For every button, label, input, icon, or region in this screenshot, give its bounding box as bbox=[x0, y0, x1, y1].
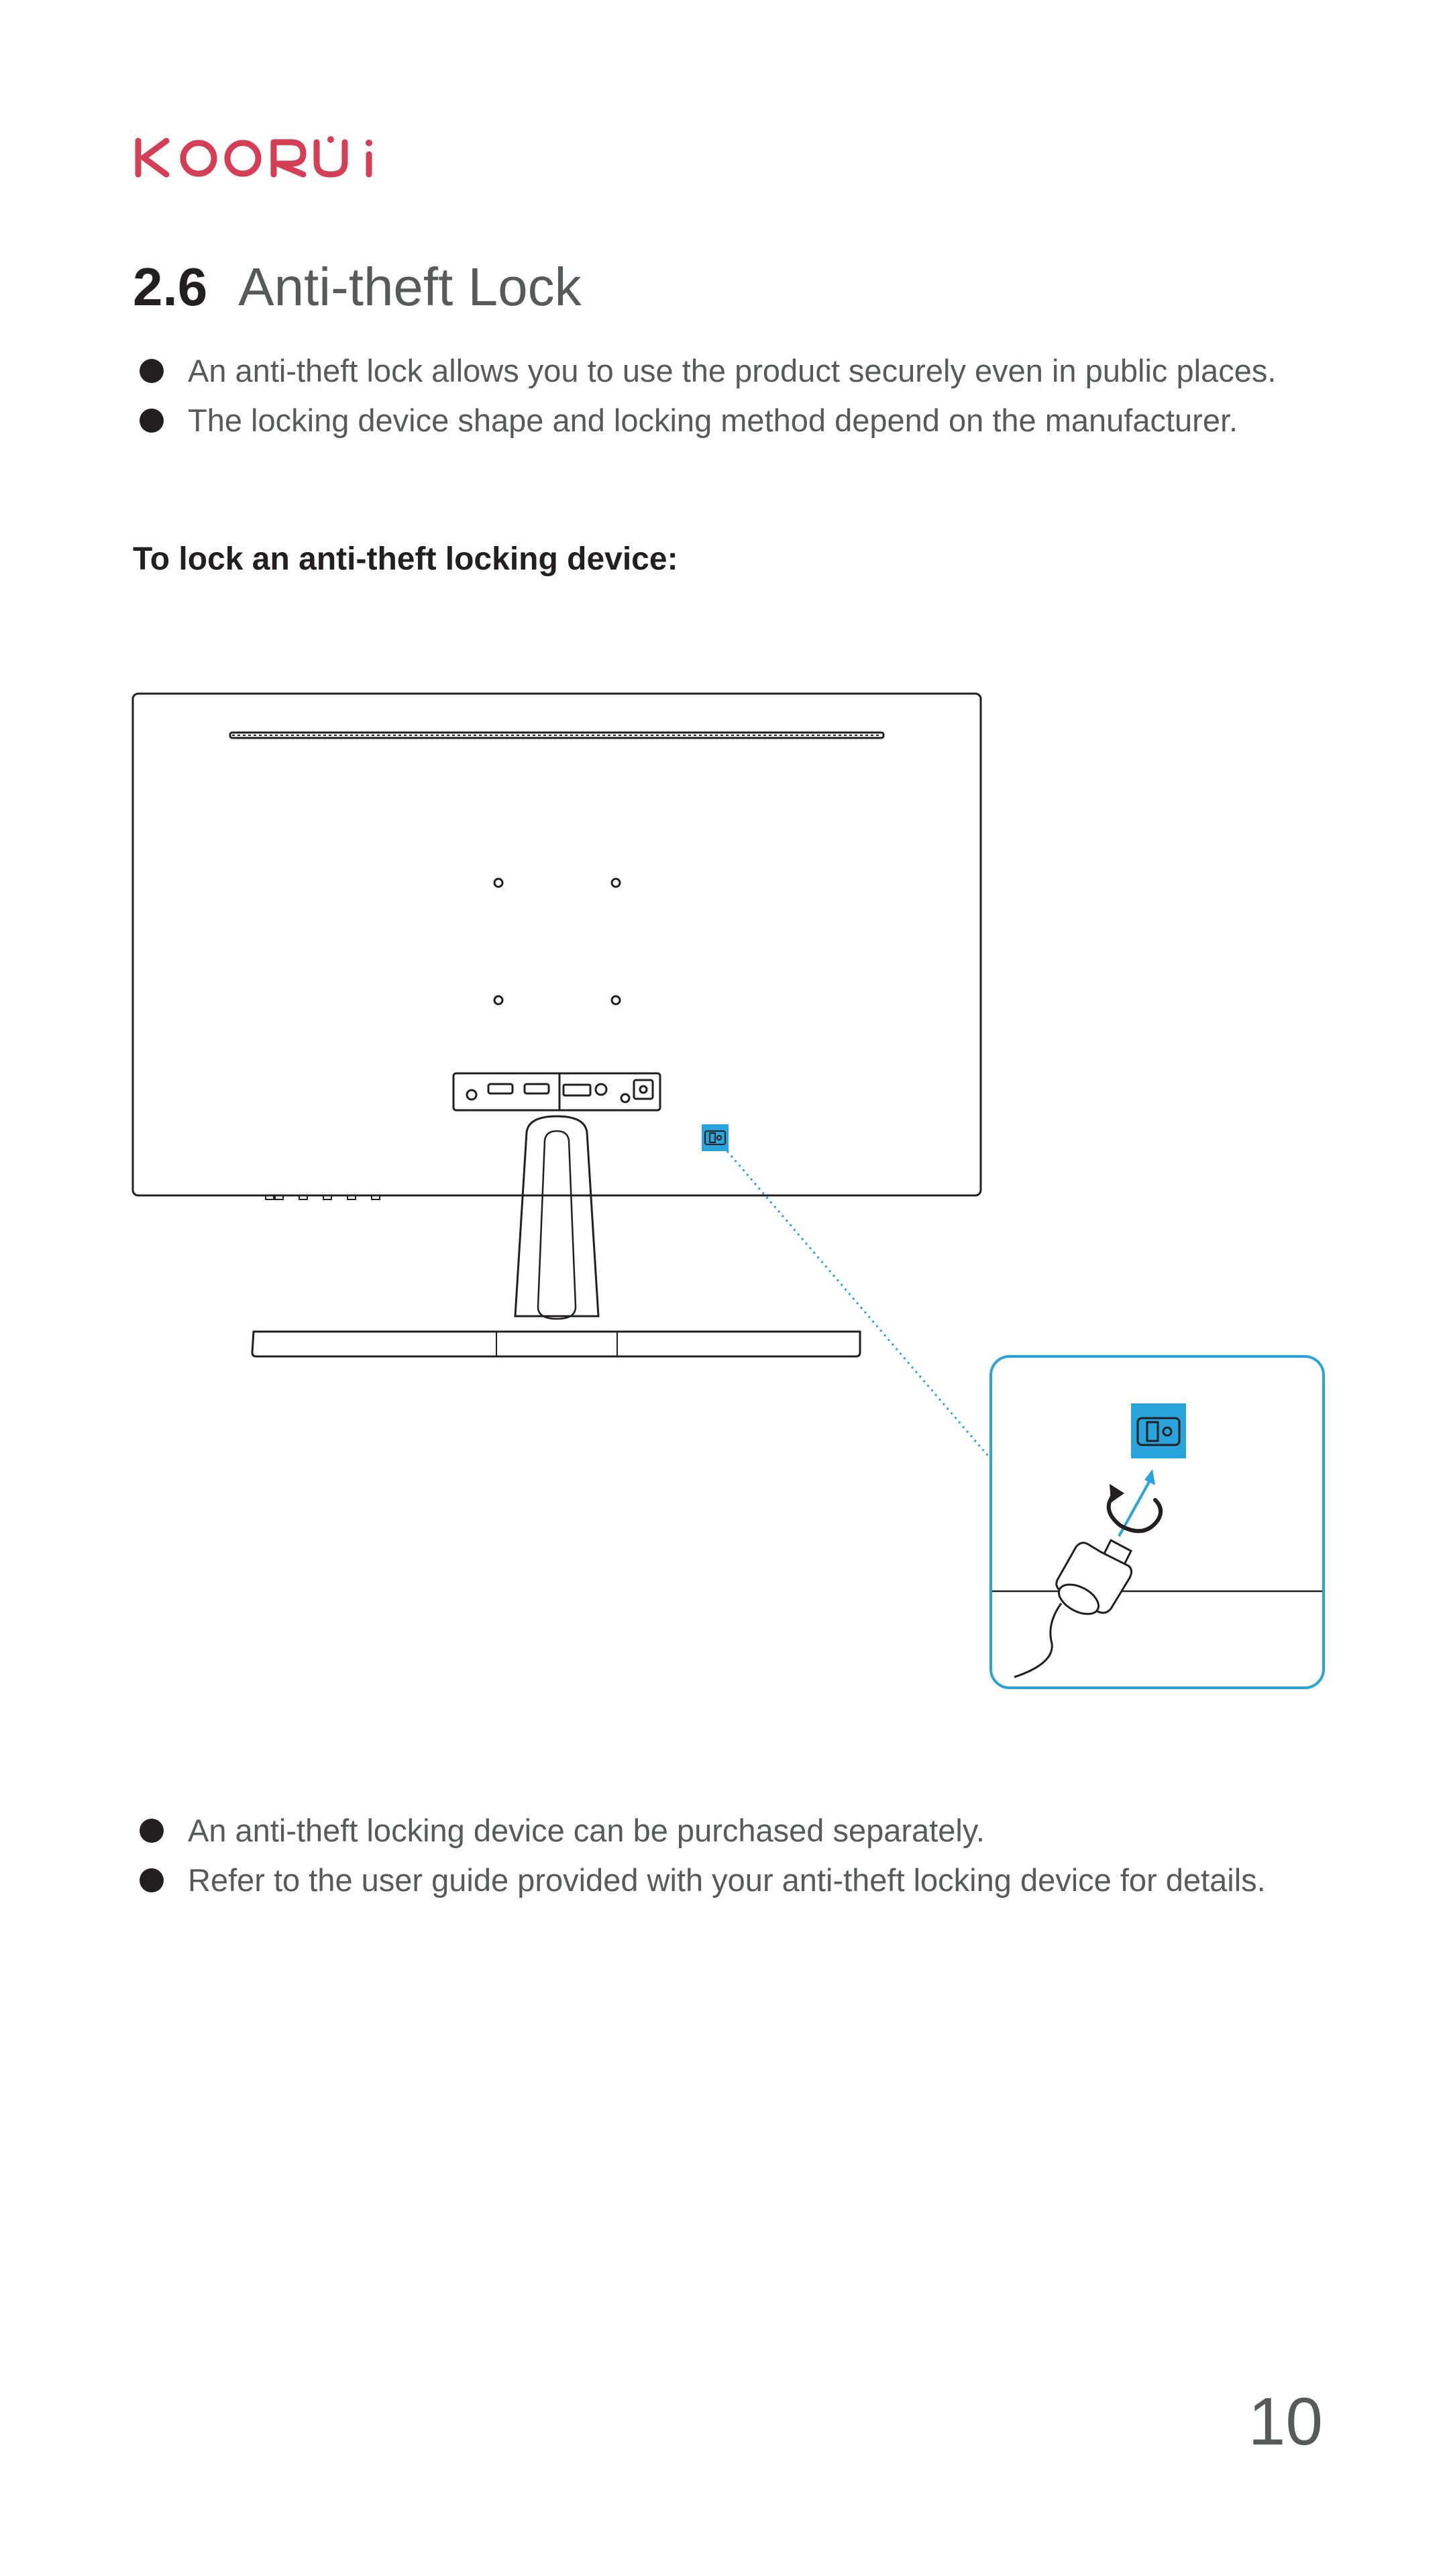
notes-bullet-list bbox=[133, 1806, 1266, 1905]
vesa-hole bbox=[494, 879, 502, 887]
list-item bbox=[133, 1856, 1266, 1905]
stand-neck bbox=[515, 1116, 598, 1316]
monitor-back-panel bbox=[133, 694, 981, 1195]
lock-slot-icon bbox=[702, 1124, 729, 1151]
section-title-text: Anti-theft Lock bbox=[238, 257, 582, 317]
bullet-text: The locking device shape and locking method depend on the manufacturer. bbox=[188, 402, 1238, 438]
vesa-hole bbox=[612, 996, 620, 1004]
vesa-hole bbox=[612, 879, 620, 887]
callout-leader bbox=[727, 1151, 991, 1459]
stand-base bbox=[252, 1332, 860, 1356]
lock-callout-box bbox=[991, 1356, 1324, 1688]
bullet-text: Refer to the user guide provided with your anti-theft locking device for details. bbox=[188, 1862, 1266, 1898]
instruction-heading: To lock an anti-theft locking device: bbox=[133, 541, 678, 577]
bullet-icon bbox=[140, 1868, 164, 1892]
vesa-hole bbox=[494, 996, 502, 1004]
bullet-text: An anti-theft lock allows you to use the product securely even in public places. bbox=[188, 353, 1277, 388]
section-number: 2.6 bbox=[133, 257, 208, 317]
bullet-text: An anti-theft locking device can be purchased separately. bbox=[188, 1813, 985, 1848]
bullet-icon bbox=[140, 1819, 164, 1843]
port-panel bbox=[453, 1073, 660, 1110]
list-item bbox=[133, 1806, 1266, 1856]
page-number: 10 bbox=[1248, 2384, 1323, 2459]
